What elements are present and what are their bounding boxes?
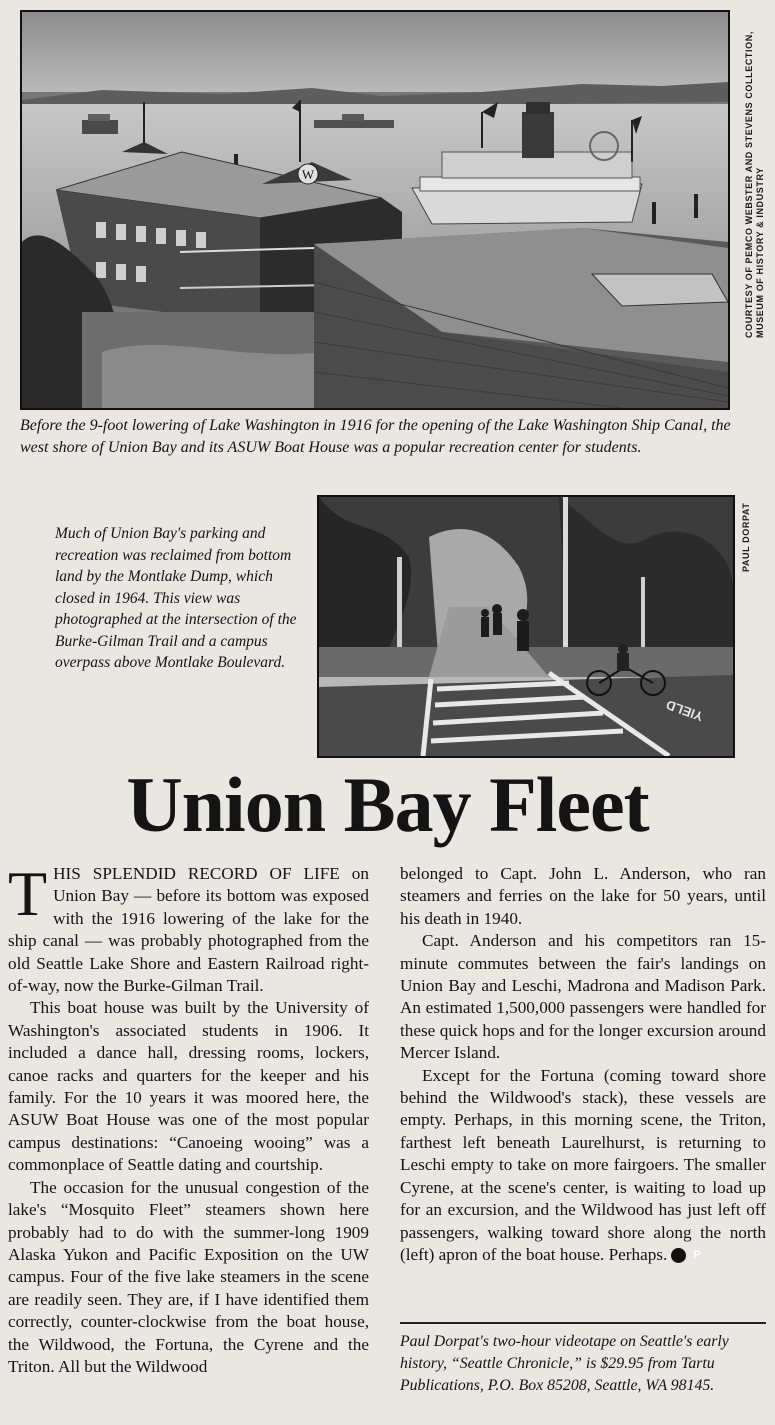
- bottom-photo-caption: Much of Union Bay's parking and recreation was reclaimed from bottom land by the Montlake Dump, which closed in 1964. This view was photographed at the intersection of the Burke-Gilman Trail and a campus overpass above Montlake Boulevard.: [55, 525, 297, 671]
- paragraph: Capt. Anderson and his competitors ran 15-minute commutes between the fair's landings on Union Bay and Leschi, Madrona and Madison Park. An estimated 1,500,000 passengers were handled for these quick hops and for the longer excursion around Mercer Island.: [400, 931, 766, 1063]
- bottom-photo-credit: PAUL DORPAT: [741, 502, 751, 572]
- bottom-photo-illustration: [319, 497, 733, 756]
- headline: Union Bay Fleet: [126, 761, 649, 848]
- paragraph: Except for the Fortuna (coming toward shore behind the Wildwood's stack), these vessels are empty. Perhaps, in this morning scene, the Triton, farthest left beneath Laurelhurst, is returning to Leschi empty to take on more fairgoers. The smaller Cyrene, at the scene's center, is waiting to load up for an excursion, and the Wildwood has just left off passengers, walking toward shore along the north (left) apron of the boat house. Perhaps. P: [400, 1065, 766, 1264]
- road-marking-yield: YIELD: [663, 697, 706, 725]
- dropcap: T: [8, 858, 48, 929]
- top-photo-illustration: [22, 12, 728, 408]
- article-column-1: [8, 858, 369, 1378]
- paragraph: The occasion for the unusual congestion of the lake's “Mosquito Fleet” steamers shown here probably had to do with the summer-long 1909 Alaska Yukon and Pacific Exposition on the UW campus. Four of the five lake steamers in the scene are readily seen. They are, if I have identified them correctly, counter-clockwise from the boat house, the Wildwood, the Fortuna, the Cyrene and the Triton. All but the Wildwood: [8, 1177, 369, 1376]
- boathouse-sign: W: [301, 167, 315, 182]
- top-photo-credit: COURTESY OF PEMCO WEBSTER AND STEVENS COLLECTION, MUSEUM OF HISTORY & INDUSTRY: [744, 31, 765, 338]
- paragraph: This boat house was built by the University of Washington's associated students in 1906. It included a dance hall, dressing rooms, lockers, canoe racks and quarters for the keeper and his family. For the 10 years it was moored here, the ASUW Boat House was one of the most popular campus destinations: “Canoeing wooing” was a commonplace of Seattle dating and courtship.: [8, 998, 369, 1175]
- bottom-photo: [317, 495, 735, 758]
- top-photo: [20, 10, 730, 410]
- footnote-rule: [400, 1322, 766, 1324]
- article-column-2: [400, 863, 766, 1266]
- footnote: Paul Dorpat's two-hour videotape on Seattle's early history, “Seattle Chronicle,” is $29.95 from Tartu Publications, P.O. Box 85208, Seattle, WA 98145.: [400, 1333, 729, 1394]
- top-photo-caption: Before the 9-foot lowering of Lake Washington in 1916 for the opening of the Lake Washington Ship Canal, the west shore of Union Bay and its ASUW Boat House was a popular recreation center for students.: [20, 417, 731, 456]
- paragraph: belonged to Capt. John L. Anderson, who ran steamers and ferries on the lake for 50 years, until his death in 1940.: [400, 864, 766, 928]
- paragraph: THIS SPLENDID RECORD OF LIFE on Union Bay — before its bottom was exposed with the 1916 lowering of the lake for the ship canal — was probably photographed from the old Seattle Lake Shore and Eastern Railroad right-of-way, now the Burke-Gilman Trail.: [8, 858, 369, 996]
- end-mark-icon: P: [671, 1248, 686, 1263]
